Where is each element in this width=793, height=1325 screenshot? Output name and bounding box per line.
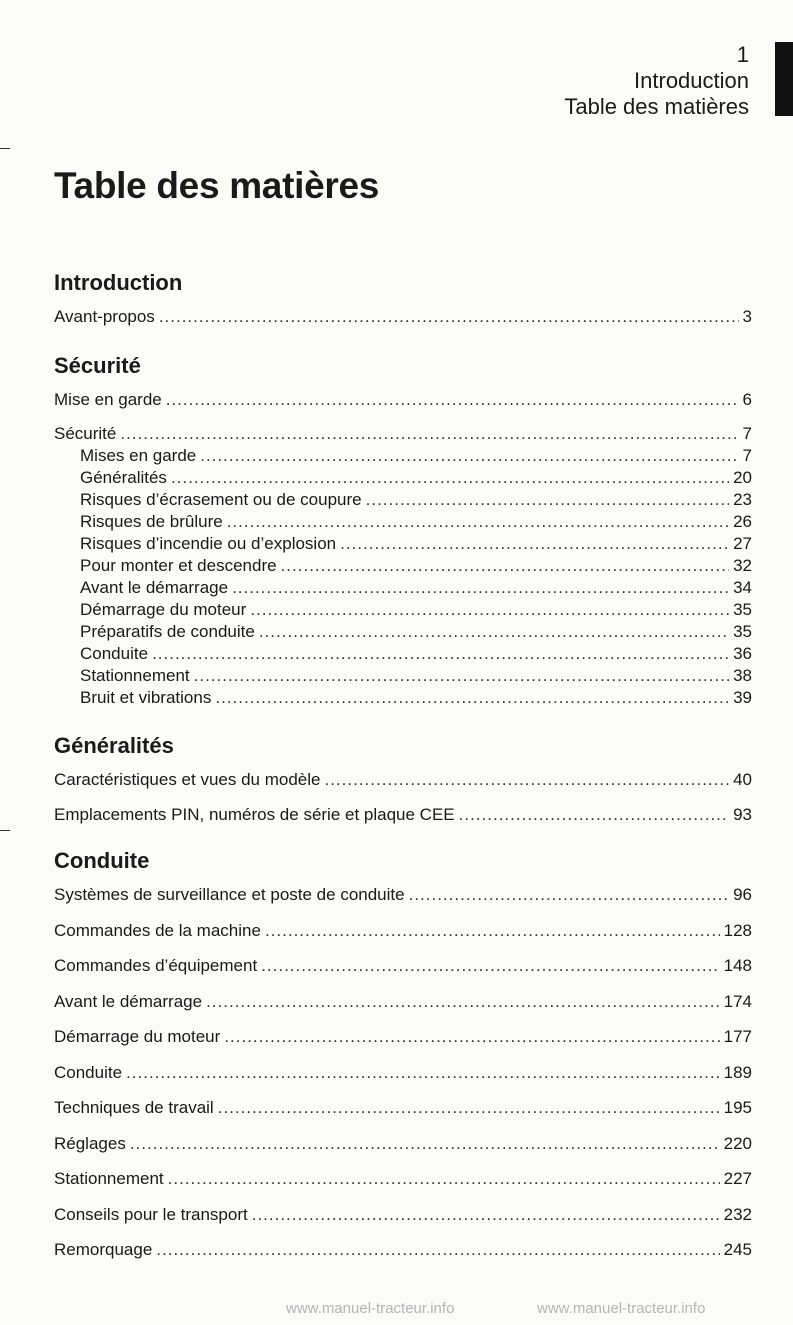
toc-entry-page: 23 — [733, 490, 752, 509]
toc-entry-page: 32 — [733, 556, 752, 575]
toc-entry-label: Conseils pour le transport — [54, 1204, 248, 1224]
toc-entry[interactable] — [54, 1168, 752, 1190]
dot-leader — [200, 445, 738, 467]
toc-entry[interactable] — [54, 1133, 752, 1155]
toc-entry-page: 96 — [733, 885, 752, 904]
toc-subentry[interactable] — [54, 511, 752, 533]
toc-subentry[interactable] — [54, 577, 752, 599]
toc-entry-label: Préparatifs de conduite — [80, 622, 255, 641]
dot-leader — [126, 1062, 720, 1084]
toc-entry[interactable] — [54, 769, 752, 791]
toc-entry-label: Caractéristiques et vues du modèle — [54, 770, 321, 789]
toc-entry-page: 7 — [742, 446, 752, 465]
toc-entry-label: Risques d’écrasement ou de coupure — [80, 490, 362, 509]
dot-leader — [194, 665, 729, 687]
toc-entry[interactable] — [54, 1204, 752, 1226]
toc-entry-label: Emplacements PIN, numéros de série et plaque CEE — [54, 805, 455, 824]
dot-leader — [250, 599, 729, 621]
toc-entry-label: Conduite — [54, 1062, 123, 1082]
dot-leader — [171, 467, 729, 489]
header-page-number: 1 — [736, 42, 749, 67]
dot-leader — [252, 1204, 720, 1226]
toc-entry-page: 39 — [733, 688, 752, 707]
toc-entry[interactable] — [54, 306, 752, 328]
page-title: Table des matières — [54, 165, 380, 206]
dot-leader — [340, 533, 729, 555]
chapter-tab-marker — [775, 42, 793, 116]
toc-subentry[interactable] — [54, 489, 752, 511]
toc-subentry[interactable] — [54, 643, 752, 665]
watermark-text: www.manuel-tracteur.info — [286, 1300, 455, 1317]
toc-entry-page: 20 — [733, 468, 752, 487]
toc-entry-label: Mises en garde — [80, 446, 197, 465]
toc-entry-label: Généralités — [80, 468, 167, 487]
toc-subentry[interactable] — [54, 665, 752, 687]
dot-leader — [206, 991, 720, 1013]
toc-entry-label: Conduite — [80, 644, 149, 663]
toc-entry-label: Démarrage du moteur — [54, 1027, 221, 1046]
section-heading-securite: Sécurité — [54, 353, 141, 378]
toc-entry-label: Stationnement — [80, 666, 190, 685]
dot-leader — [215, 687, 729, 709]
toc-entry-page: 220 — [723, 1133, 752, 1153]
toc-entry[interactable] — [54, 423, 752, 445]
dot-leader — [281, 555, 730, 577]
toc-entry-label: Réglages — [54, 1133, 126, 1153]
section-heading-conduite: Conduite — [54, 848, 150, 873]
dot-leader — [324, 769, 729, 791]
scan-edge-mark — [0, 148, 10, 149]
toc-entry-page: 27 — [733, 534, 752, 553]
toc-subentry[interactable] — [54, 621, 752, 643]
toc-entry-label: Sécurité — [54, 424, 117, 443]
dot-leader — [120, 423, 738, 445]
dot-leader — [459, 804, 729, 826]
toc-subentry[interactable] — [54, 445, 752, 467]
toc-entry-label: Avant-propos — [54, 307, 155, 326]
toc-entry[interactable] — [54, 1097, 752, 1119]
toc-entry-label: Bruit et vibrations — [80, 688, 212, 707]
dot-leader — [130, 1133, 720, 1155]
toc-entry-page: 34 — [733, 578, 752, 597]
dot-leader — [168, 1168, 720, 1190]
dot-leader — [159, 306, 739, 328]
dot-leader — [224, 1026, 719, 1048]
toc-entry-label: Commandes d’équipement — [54, 956, 258, 975]
toc-entry-label: Commandes de la machine — [54, 920, 261, 940]
toc-entry-label: Systèmes de surveillance et poste de conduite — [54, 885, 405, 904]
toc-entry-label: Avant le démarrage — [80, 578, 229, 597]
dot-leader — [152, 643, 729, 665]
toc-entry-page: 245 — [723, 1240, 752, 1259]
toc-entry-label: Pour monter et descendre — [80, 556, 277, 575]
toc-entry[interactable] — [54, 1026, 752, 1048]
toc-entry-page: 35 — [733, 600, 752, 619]
toc-entry-page: 40 — [733, 770, 752, 789]
toc-entry-label: Risques d’incendie ou d’explosion — [80, 534, 337, 553]
toc-entry-label: Stationnement — [54, 1169, 164, 1188]
toc-subentry[interactable] — [54, 687, 752, 709]
dot-leader — [265, 920, 720, 942]
toc-entry-label: Remorquage — [54, 1240, 153, 1259]
toc-entry-page: 7 — [742, 424, 752, 443]
dot-leader — [227, 511, 729, 533]
header-subtitle: Table des matières — [564, 94, 749, 119]
toc-entry[interactable] — [54, 1239, 752, 1261]
toc-entry-page: 174 — [723, 991, 752, 1011]
toc-entry-page: 26 — [733, 512, 752, 531]
toc-entry[interactable] — [54, 920, 752, 942]
section-heading-introduction: Introduction — [54, 270, 183, 295]
dot-leader — [409, 884, 729, 906]
toc-entry-page: 35 — [733, 622, 752, 641]
running-header — [564, 42, 749, 120]
dot-leader — [259, 621, 729, 643]
toc-entry-page: 93 — [733, 805, 752, 824]
toc-entry-page: 6 — [742, 390, 752, 409]
toc-entry-label: Avant le démarrage — [54, 991, 203, 1011]
dot-leader — [218, 1097, 720, 1119]
watermark-text: www.manuel-tracteur.info — [537, 1300, 706, 1317]
toc-entry[interactable] — [54, 804, 752, 826]
dot-leader — [156, 1239, 719, 1261]
toc-entry-page: 38 — [733, 666, 752, 685]
toc-entry-page: 128 — [723, 920, 752, 940]
dot-leader — [261, 955, 719, 977]
toc-entry-label: Mise en garde — [54, 390, 162, 409]
toc-entry[interactable] — [54, 884, 752, 906]
toc-entry-page: 148 — [723, 956, 752, 975]
header-chapter: Introduction — [634, 68, 749, 93]
toc-subentry[interactable] — [54, 599, 752, 621]
toc-subentry[interactable] — [54, 467, 752, 489]
toc-entry-label: Démarrage du moteur — [80, 600, 247, 619]
toc-entry[interactable] — [54, 991, 752, 1013]
toc-subentry[interactable] — [54, 533, 752, 555]
dot-leader — [166, 389, 739, 411]
dot-leader — [232, 577, 729, 599]
table-of-contents — [54, 266, 752, 1261]
toc-entry-label: Techniques de travail — [54, 1098, 214, 1117]
toc-entry-page: 177 — [723, 1027, 752, 1046]
toc-entry-page: 3 — [742, 307, 752, 326]
toc-entry-page: 232 — [723, 1204, 752, 1224]
toc-entry-page: 189 — [723, 1062, 752, 1082]
toc-entry-page: 227 — [723, 1169, 752, 1188]
section-heading-generalites: Généralités — [54, 733, 174, 758]
toc-subentry[interactable] — [54, 555, 752, 577]
toc-entry-label: Risques de brûlure — [80, 512, 223, 531]
dot-leader — [366, 489, 729, 511]
toc-entry[interactable] — [54, 1062, 752, 1084]
toc-entry[interactable] — [54, 389, 752, 411]
scan-edge-mark — [0, 830, 10, 831]
toc-entry-page: 195 — [723, 1098, 752, 1117]
toc-entry[interactable] — [54, 955, 752, 977]
toc-entry-page: 36 — [733, 644, 752, 663]
